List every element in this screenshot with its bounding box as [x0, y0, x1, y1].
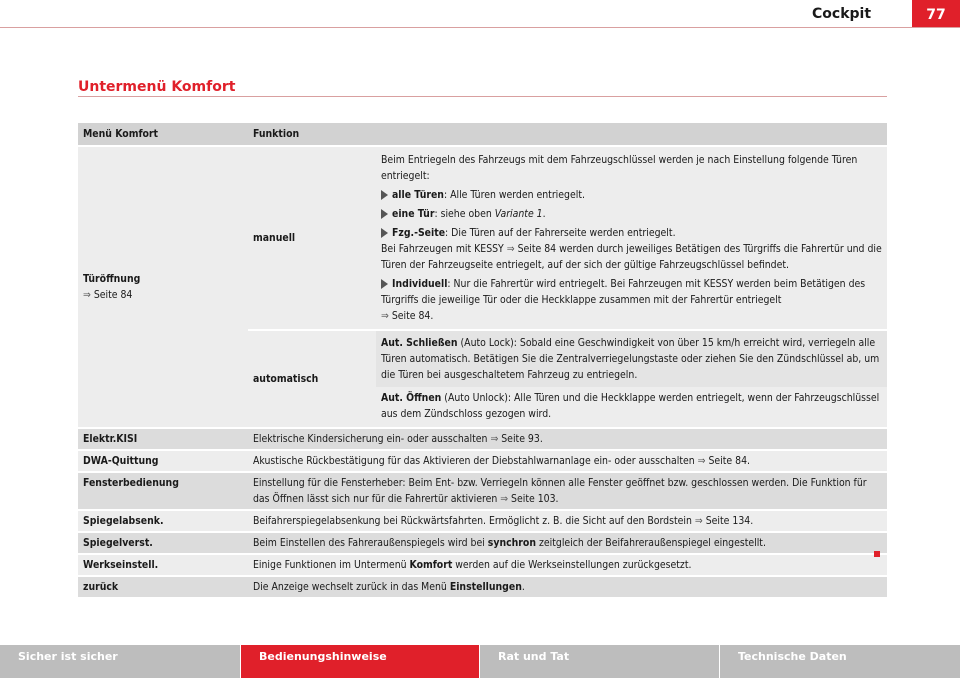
footer-nav: [0, 645, 960, 678]
table-row: [78, 429, 887, 449]
arrow-icon: ⇒: [381, 310, 389, 322]
row-text-zurueck: Die Anzeige wechselt zurück in das Menü Einstellungen.: [248, 577, 887, 597]
table-header-row: [78, 123, 887, 145]
arrow-icon: ⇒: [694, 515, 703, 527]
col-header-menu: Menü Komfort: [78, 123, 248, 145]
page-ref-link[interactable]: Seite 134.: [705, 515, 754, 527]
page-ref-link[interactable]: Seite 103.: [511, 493, 559, 505]
triangle-bullet-icon: [381, 209, 388, 219]
list-item: Individuell: Nur die Fahrertür wird entriegelt. Bei Fahrzeugen mit KESSY werden beim Betätigen des Türgriffs die jeweilige Tür oder die Heckklappe zusammen mit der Fahrertür entriegelt ⇒ Seite 84.: [381, 278, 866, 322]
kessy-note: Bei Fahrzeugen mit KESSY ⇒ Seite 84 werden durch jeweiliges Betätigen des Türgriffs die Fahrertür und die Türen der Fahrzeugseite entriegelt, auf der sich der gültige Fahrzeugschlüssel befindet.: [381, 243, 882, 271]
auto-unlock-paragraph: Aut. Öffnen (Auto Unlock): Alle Türen und die Heckklappe werden entriegelt, wenn der Fahrzeugschlüssel aus dem Zündschloss gezogen wird.: [381, 392, 880, 420]
table-row: [78, 533, 887, 553]
row-label-tueroeffnung: [78, 147, 248, 427]
triangle-bullet-icon: [381, 228, 388, 238]
auto-lock-paragraph: Aut. Schließen (Auto Lock): Sobald eine Geschwindigkeit von über 15 km/h erreicht wird, verriegeln alle Türen automatisch. Betätigen Sie die Zentralverriegelungstaste oder ziehen Sie den Zündschlüssel ab, um die Türen bei ausgeschaltetem Fahrzeug zu entriegeln.: [376, 331, 887, 387]
komfort-menu-table: [78, 121, 887, 599]
arrow-icon: ⇒: [697, 455, 706, 467]
table-row: [78, 473, 887, 509]
row-text-spiegelabsenk: Beifahrerspiegelabsenkung bei Rückwärtsfahrten. Ermöglicht z. B. die Sicht auf den Bordstein ⇒ Seite 134.: [248, 511, 887, 531]
row-label-werkseinstell: Werkseinstell.: [78, 555, 248, 575]
table-row: [78, 577, 887, 597]
row-label-fenster: Fensterbedienung: [78, 473, 248, 509]
row-label-spiegelverst: Spiegelverst.: [78, 533, 248, 553]
page-ref-link[interactable]: Seite 93.: [501, 433, 543, 445]
row-label-dwa: DWA-Quittung: [78, 451, 248, 471]
manuell-description: [376, 147, 887, 329]
table-row: [78, 555, 887, 575]
col-header-funktion: Funktion: [248, 123, 887, 145]
footer-tab-rat-und-tat[interactable]: Rat und Tat: [480, 645, 719, 678]
sub-label-automatisch: automatisch: [248, 331, 376, 427]
header-divider: [0, 27, 960, 28]
arrow-icon: ⇒: [506, 243, 515, 255]
table-row: [78, 511, 887, 531]
triangle-bullet-icon: [381, 279, 388, 289]
arrow-icon: ⇒: [490, 433, 499, 445]
page-ref-link[interactable]: Seite 84.: [391, 310, 434, 322]
row-text-fenster: Einstellung für die Fensterheber: Beim Ent- bzw. Verriegeln können alle Fenster geöffnet bzw. geschlossen werden. Die Funktion für das Öffnen lässt sich nur für die Fahrertür aktivieren ⇒ Seite 103.: [248, 473, 887, 509]
sub-label-manuell: manuell: [248, 147, 376, 329]
row-text-spiegelverst: Beim Einstellen des Fahreraußenspiegels wird bei synchron zeitgleich der Beifahreraußenspiegel eingestellt.: [248, 533, 887, 553]
triangle-bullet-icon: [381, 190, 388, 200]
section-divider: [78, 96, 887, 97]
row-label-zurueck: zurück: [78, 577, 248, 597]
page-header-title: Cockpit: [812, 6, 872, 22]
footer-tab-bedienungshinweise[interactable]: Bedienungshinweise: [241, 645, 479, 678]
arrow-icon: ⇒: [83, 289, 91, 301]
page-number: 77: [912, 0, 960, 27]
manuell-intro: Beim Entriegeln des Fahrzeugs mit dem Fahrzeugschlüssel werden je nach Einstellung folgende Türen entriegelt:: [381, 154, 858, 182]
page-ref-link[interactable]: Seite 84.: [708, 455, 750, 467]
footer-tab-technische-daten[interactable]: Technische Daten: [720, 645, 960, 678]
tueroeffnung-ref[interactable]: ⇒ Seite 84: [83, 289, 133, 301]
footer-tab-sicher[interactable]: Sicher ist sicher: [0, 645, 240, 678]
row-text-kisi: Elektrische Kindersicherung ein- oder ausschalten ⇒ Seite 93.: [248, 429, 887, 449]
section-title: Untermenü Komfort: [78, 79, 236, 95]
arrow-icon: ⇒: [500, 493, 509, 505]
tueroeffnung-label: Türöffnung: [83, 273, 141, 285]
table-row: [78, 451, 887, 471]
automatisch-description: [376, 331, 887, 427]
page-ref-link[interactable]: Seite 84: [517, 243, 557, 255]
row-text-werkseinstell: Einige Funktionen im Untermenü Komfort werden auf die Werkseinstellungen zurückgesetzt.: [248, 555, 887, 575]
list-item: Fzg.-Seite: Die Türen auf der Fahrerseite werden entriegelt.: [381, 225, 882, 241]
row-text-dwa: Akustische Rückbestätigung für das Aktivieren der Diebstahlwarnanlage ein- oder ausschalten ⇒ Seite 84.: [248, 451, 887, 471]
row-label-kisi: Elektr.KISI: [78, 429, 248, 449]
end-marker-icon: [874, 551, 880, 557]
table-row: [78, 147, 887, 329]
list-item: alle Türen: Alle Türen werden entriegelt.: [381, 187, 882, 203]
row-label-spiegelabsenk: Spiegelabsenk.: [78, 511, 248, 531]
list-item: eine Tür: siehe oben Variante 1.: [381, 206, 882, 222]
